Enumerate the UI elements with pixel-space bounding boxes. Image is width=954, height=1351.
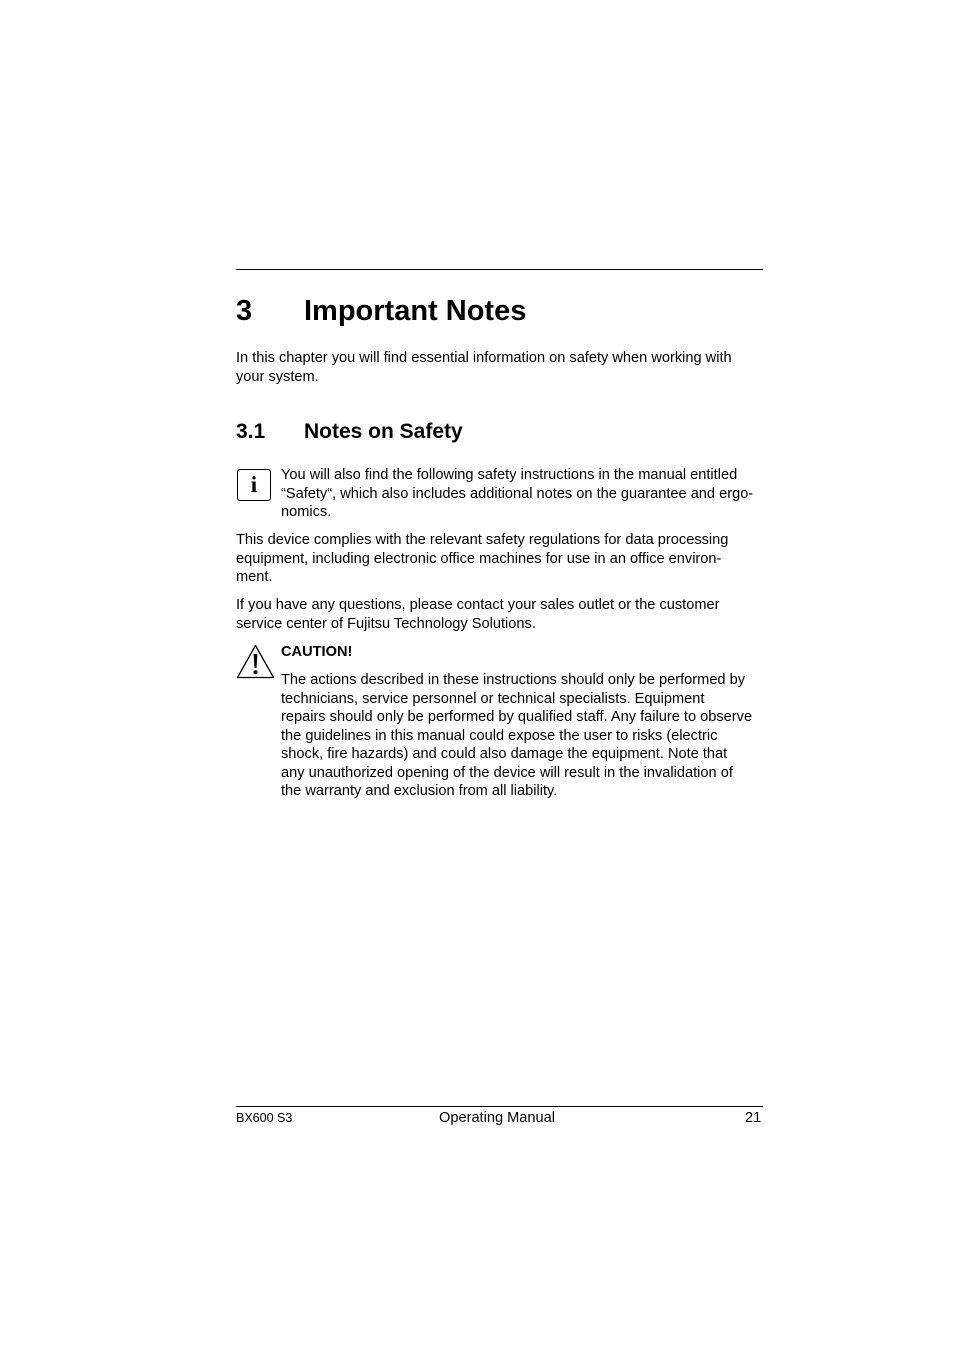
chapter-intro: [236, 349, 732, 386]
footer-rule: [236, 1106, 763, 1107]
text-line: service center of Fujitsu Technology Solutions.: [236, 615, 536, 632]
text-line: shock, fire hazards) and could also damage the equipment. Note that: [281, 746, 728, 762]
info-note: [281, 466, 753, 522]
text-line: equipment, including electronic office machines for use in an office environ-: [236, 550, 722, 567]
text-line: repairs should only be performed by qualified staff. Any failure to observe: [281, 709, 753, 725]
text-line: ment.: [236, 569, 273, 585]
warning-icon: [236, 644, 275, 679]
chapter-title: Important Notes: [304, 295, 527, 327]
footer-product: BX600 S3: [236, 1111, 293, 1125]
text-line: the guidelines in this manual could expose the user to risks (electric: [281, 727, 718, 744]
info-icon: i: [237, 469, 271, 501]
caution-text: [281, 671, 752, 801]
footer-page-number: 21: [745, 1110, 762, 1126]
text-line: nomics.: [281, 504, 332, 520]
section-number: 3.1: [236, 420, 266, 443]
header-rule: [236, 269, 763, 270]
compliance-paragraph: [236, 531, 728, 587]
text-line: If you have any questions, please contact your sales outlet or the customer: [236, 597, 720, 613]
text-line: “Safety“, which also includes additional notes on the guarantee and ergo-: [281, 485, 754, 502]
text-line: You will also find the following safety instructions in the manual entitled: [281, 467, 738, 483]
text-line: technicians, service personnel or technical specialists. Equipment: [281, 690, 705, 707]
text-line: the warranty and exclusion from all liability.: [281, 783, 558, 799]
footer-manual-title: Operating Manual: [439, 1110, 556, 1126]
caution-heading: CAUTION!: [281, 644, 353, 660]
text-line: In this chapter you will find essential information on safety when working with: [236, 350, 732, 366]
section-title: Notes on Safety: [304, 420, 463, 443]
text-line: any unauthorized opening of the device will result in the invalidation of: [281, 764, 733, 781]
questions-paragraph: [236, 596, 720, 633]
text-line: This device complies with the relevant safety regulations for data processing: [236, 532, 729, 548]
text-line: The actions described in these instructions should only be performed by: [281, 672, 746, 688]
text-line: your system.: [236, 368, 319, 385]
chapter-number: 3: [236, 295, 253, 327]
